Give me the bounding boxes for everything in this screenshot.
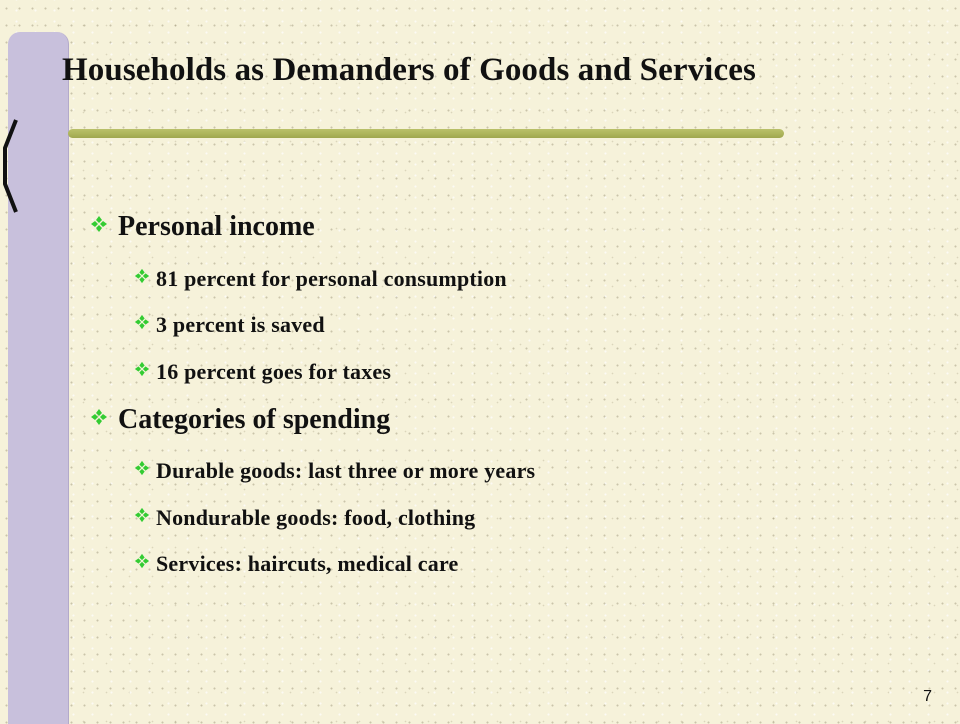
bullet-personal-income [90, 211, 315, 243]
diamond-bullet-icon [134, 361, 150, 377]
diamond-bullet-icon [134, 314, 150, 330]
sub-bullet-durable-goods [134, 458, 535, 484]
diamond-bullet-icon [90, 408, 108, 426]
slide-number: 7 [923, 688, 932, 705]
bullet-categories-of-spending [90, 404, 390, 436]
diamond-bullet-icon [134, 268, 150, 284]
sub-bullet-consumption [134, 266, 507, 292]
sub-bullet-label: 81 percent for personal consumption [156, 266, 507, 291]
sub-bullet-label: Durable goods: last three or more years [156, 458, 536, 483]
diamond-bullet-icon [90, 215, 108, 233]
sub-bullet-services [134, 551, 459, 577]
sub-bullet-nondurable-goods [134, 505, 475, 531]
sub-bullet-label: 16 percent goes for taxes [156, 359, 392, 384]
sub-bullet-label: Services: haircuts, medical care [156, 551, 459, 576]
bracket-decoration-icon [2, 118, 24, 214]
slide-title: Households as Demanders of Goods and Services [62, 52, 756, 88]
sub-bullet-saved [134, 312, 325, 338]
sub-bullet-label: 3 percent is saved [156, 312, 325, 337]
diamond-bullet-icon [134, 507, 150, 523]
bullet-label: Personal income [118, 211, 315, 242]
sub-bullet-taxes [134, 359, 391, 385]
diamond-bullet-icon [134, 460, 150, 476]
title-underline-rule [68, 129, 784, 138]
diamond-bullet-icon [134, 553, 150, 569]
bullet-label: Categories of spending [118, 404, 391, 435]
sub-bullet-label: Nondurable goods: food, clothing [156, 505, 476, 530]
